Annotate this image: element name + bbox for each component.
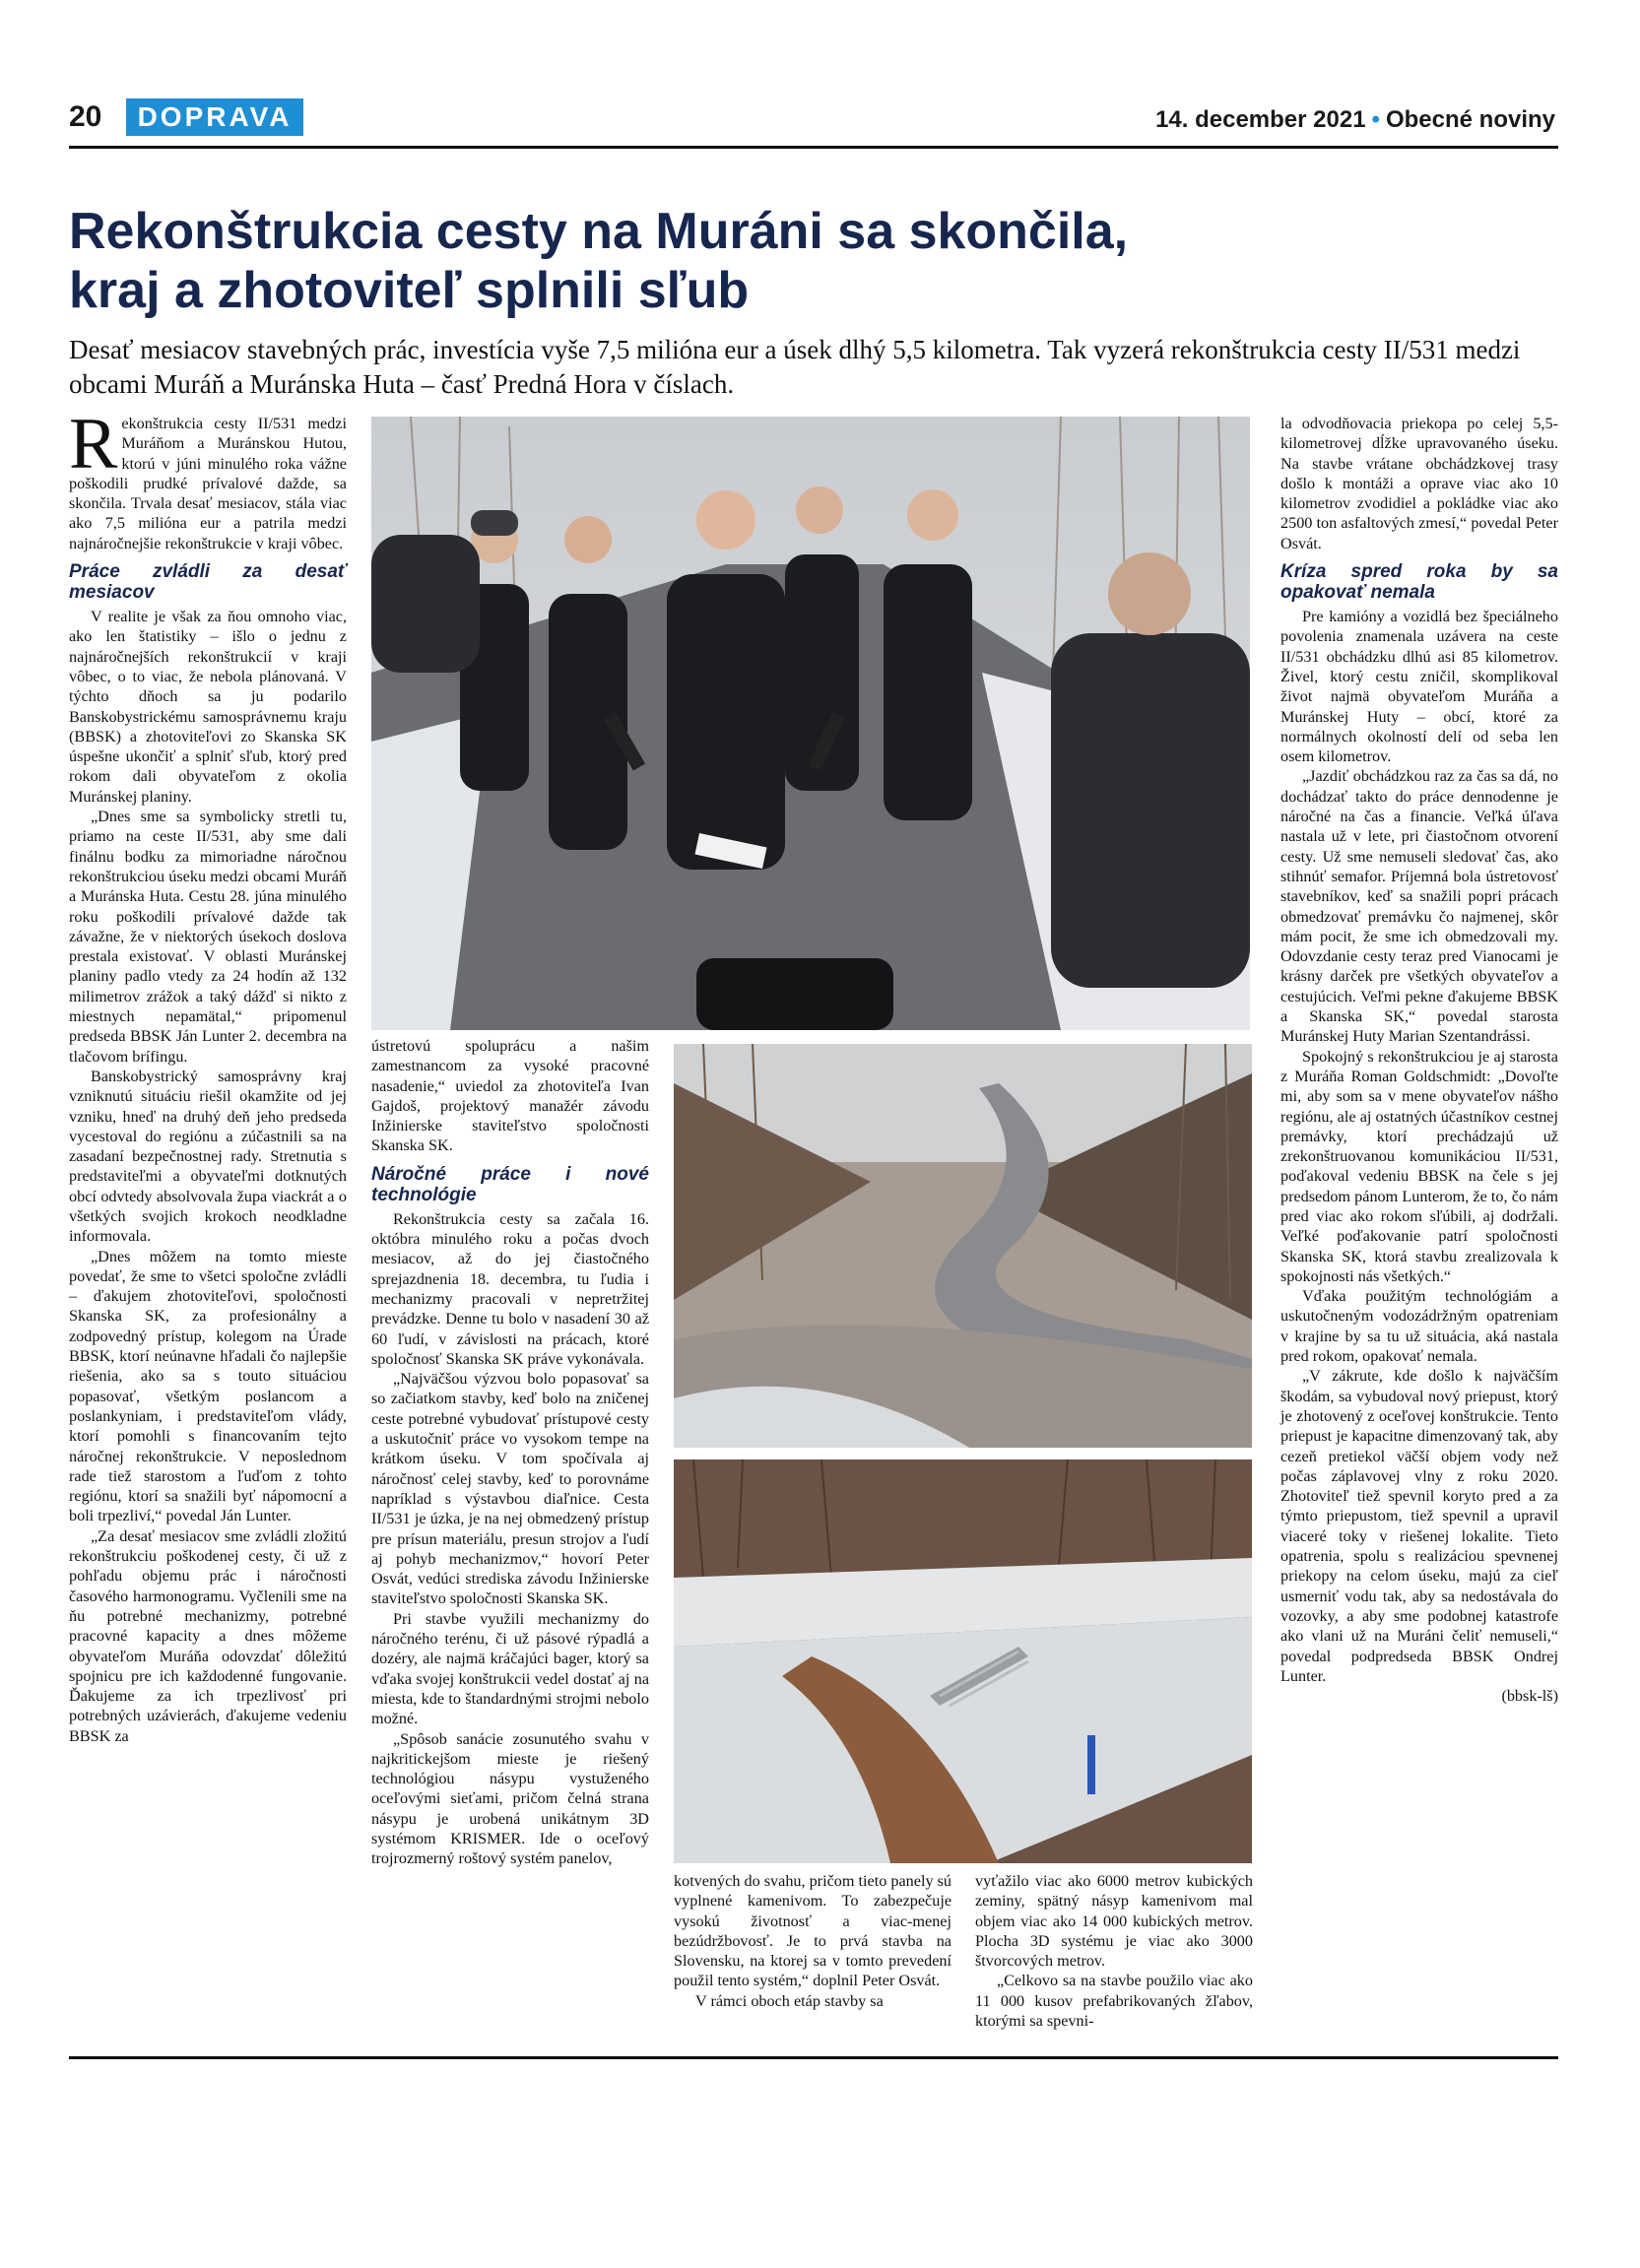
paragraph: Vďaka použitým technológiám a uskutočneným vodozádržným opatreniam v krajine by sa tu už situácia, aká nastala pred rokom, opakovať nemala. xyxy=(1280,1287,1558,1366)
photo-winding-road xyxy=(674,1044,1252,1448)
paragraph: „Za desať mesiacov sme zvládli zložitú rekonštrukciu poškodenej cesty, či už z pohľadu objemu prác i náročnosti časového harmonogramu. Vyčlenili sme na ňu potrebné mechanizmy, potrebné pracovné kapacity a dnes môžeme obyvateľom Muráňa odovzdať dôležitú spojnicu pre ich každodenné fungovanie. Ďakujeme za ich trpezlivosť pri potrebných uzávierách, ďakujeme vedeniu BBSK za xyxy=(69,1526,347,1745)
paragraph: Pre kamióny a vozidlá bez špeciálneho povolenia znamenala uzávera na ceste II/531 obchádzku dlhú asi 85 kilometrov. Živel, ktorý cestu zničil, skomplikoval život najmä obyvateľom Muráňa a Muránskej Huty – obcí, ktoré za normálnych okolností delí od seba len osem kilometrov. xyxy=(1280,608,1558,766)
separator-dot: • xyxy=(1371,106,1380,133)
paragraph: „Jazdiť obchádzkou raz za čas sa dá, no dochádzať takto do práce dennodenne je náročné na čas a financie. Veľká úľava nastala už v lete, pri čiastočnom otvorení cesty. Už sme nemuseli sledovať čas, ako stihnúť semafor. Príjemná bola ústretovosť stavebníkov, keď sa snažili popri prácach obmedzovať premávku čo najmenej, skôr mám pocit, že sme ich obmedzovali my. Odovzdanie cesty teraz pred Vianocami je krásny darček pre všetkých obyvateľov a cestujúcich. Veľmi pekne ďakujeme BBSK a Skanska SK,“ povedal starosta Muránskej Huty Marian Szentandrássi. xyxy=(1280,767,1558,1046)
column-4 xyxy=(975,1871,1253,2031)
paragraph: kotvených do svahu, pričom tieto panely sú vyplnené kamenivom. To zabezpečuje vysokú životnosť a viac-menej bezúdržbovosť. Je to prvá stavba na Slovensku, na ktorej sa v tomto prevedení použil tento systém,“ doplnil Peter Osvát. xyxy=(674,1872,951,1990)
page-number: 20 xyxy=(69,100,102,133)
photo-press-briefing xyxy=(371,417,1250,1030)
paragraph: V rámci oboch etáp stavby sa xyxy=(695,1991,884,2010)
paragraph: „Dnes môžem na tomto mieste povedať, že sme to všetci spoločne zvládli – ďakujem zhotoviteľovi, spoločnosti Skanska SK, za profesionálny a zodpovedný prístup, kolegom na Úrade BBSK, ktorí neúnavne hľadali čo najlepšie riešenia, ako sa s touto situáciou popasovať, všetkým poslancom a poslankyniam, i predstaviteľom vlády, ktorí pomohli s financovaním tejto náročnej rekonštrukcie. V neposlednom rade tiež starostom a ľuďom z tohto regiónu, ktorí sa snažili byť nápomocní a boli trpezliví,“ povedal Ján Lunter. xyxy=(69,1247,347,1525)
paragraph: „V zákrute, kde došlo k najväčším škodám, sa vybudoval nový priepust, ktorý je zhotovený z oceľovej konštrukcie. Tento priepust je kapacitne dimenzovaný tak, aby cezeň pretiekol väčší objem vody než počas záplavovej vlny z roku 2020. Zhotoviteľ tiež spevnil koryto pred a za týmto priepustom, tiež spevnil a upravil viaceré toky v riešenej lokalite. Tieto opatrenia, spolu s realizáciou spevnenej priekopy na celom úseku, majú za cieľ usmerniť vodu tak, aby sa nedostávala do vozovky, a aby sme podobnej katastrofe ako vlani už na Muráni čeliť nemuseli,“ povedal podpredseda BBSK Ondrej Lunter. xyxy=(1280,1367,1558,1685)
photo-culvert xyxy=(674,1459,1252,1863)
paragraph: Pri stavbe využili mechanizmy do náročného terénu, či už pásové rýpadlá a dozéry, ale najmä kráčajúci bager, ktorý sa vďaka svojej konštrukcii vedel dostať aj na miesta, kde to štandardnými strojmi nebolo možné. xyxy=(371,1609,649,1728)
paragraph: vyťažilo viac ako 6000 metrov kubických zeminy, spätný násyp kamenivom mal objem viac ako 14 000 kubických metrov. Plocha 3D systému je viac ako 3000 štvorcových metrov. xyxy=(975,1872,1253,1971)
column-2 xyxy=(371,1036,649,1869)
title-line-1: Rekonštrukcia cesty na Muráni sa skončila, xyxy=(69,203,1129,260)
issue-info xyxy=(1155,106,1555,134)
paragraph: V realite je však za ňou omnoho viac, ako len štatistiky – išlo o jednu z najnáročnejších rekonštrukcií v kraji vôbec, o to viac, že nebola plánovaná. V týchto dňoch sa ju podarilo Banskobystrickému samosprávnemu kraju (BBSK) a zhotoviteľovi zo Skanska SK úspešne ukončiť a splniť sľub, ktorý pred rokom dali obyvateľom z okolia Muránskej planiny. xyxy=(69,608,347,806)
paragraph: „Celkovo sa na stavbe použilo viac ako 11 000 kusov prefabrikovaných žľabov, ktorými sa spevni- xyxy=(975,1972,1253,2031)
paragraph: la odvodňovacia priekopa po celej 5,5-kilometrovej dĺžke upravovaného úseku. Na stavbe vrátane obchádzkovej trasy došlo k montáži a oprave viac ako 10 kilometrov zvodidiel a pokládke viac ako 2500 ton asfaltových zmesí,“ povedal Peter Osvát. xyxy=(1280,415,1558,552)
subheading: Práce zvládli za desať mesiacov xyxy=(69,561,347,604)
column-1 xyxy=(69,404,347,1746)
paragraph: „Spôsob sanácie zosunutého svahu v najkritickejšom mieste je riešený technológiou násypu vystuženého oceľovými sieťami, pričom čelná strana násypu je urobená unikátnym 3D systémom KRISMER. Ide o oceľový trojrozmerný roštový systém panelov, xyxy=(371,1729,649,1868)
title-line-2: kraj a zhotoviteľ splnili sľub xyxy=(69,262,750,319)
section-tag: DOPRAVA xyxy=(126,98,303,136)
issue-date: 14. december 2021 xyxy=(1155,106,1366,133)
column-5 xyxy=(1280,414,1558,1706)
byline: (bbsk-lš) xyxy=(1501,1687,1558,1706)
subheading: Kríza spred roka by sa opakovať nemala xyxy=(1280,561,1558,604)
paragraph: Spokojný s rekonštrukciou je aj starosta z Muráňa Roman Goldschmidt: „Dovoľte mi, aby som sa v mene obyvateľov nášho regiónu, ale aj ostatných účastníkov cestnej premávky, ktorí prechádzajú už zrekonštruovanou komunikáciou II/531, poďakoval vedeniu BBSK na čele s jej predsedom pánom Lunterom, že to, čo nám pred viac ako rokom sľúbili, aj dodržali. Veľké poďakovanie patrí spoločnosti Skanska SK, ktorá stavbu zrealizovala k spokojnosti nás všetkých.“ xyxy=(1280,1047,1558,1285)
drop-cap: R xyxy=(69,404,118,485)
subheading: Náročné práce i nové technológie xyxy=(371,1163,649,1205)
header-rule xyxy=(69,146,1558,149)
paragraph: Banskobystrický samosprávny kraj vzniknutú situáciu riešil okamžite od jej vzniku, hneď na druhý deň jeho predseda vycestoval do regiónu a zúčastnili sa na zasadaní bezpečnostnej rady. Stretnutia s predstaviteľmi a obyvateľmi dotknutých obcí odvtedy absolvovala župa viackrát a o všetkých svojich krokoch neodkladne informovala. xyxy=(69,1067,347,1246)
paragraph: „Najväčšou výzvou bolo popasovať sa so začiatkom stavby, keď bolo na zničenej ceste potrebné vybudovať prístupové cesty a uskutočniť práce vo vysokom tempe na krátkom úseku. V tom spočívala aj náročnosť celej stavby, keď to porovnáme napríklad s výstavbou diaľnice. Cesta II/531 je úzka, je na nej obmedzený prístup pre prísun materiálu, presun strojov a ľudí aj pohyb mechanizmov,“ hovorí Peter Osvát, vedúci strediska závodu Inžinierske staviteľstvo spoločnosti Skanska SK. xyxy=(371,1370,649,1608)
publication-name: Obecné noviny xyxy=(1385,106,1555,133)
column-3 xyxy=(674,1871,951,2011)
paragraph: ústretovú spoluprácu a našim zamestnancom za vysoké pracovné nasadenie,“ uviedol za zhotoviteľa Ivan Gajdoš, projektový manažér závodu Inžinierske staviteľstvo spoločnosti Skanska SK. xyxy=(371,1037,649,1155)
footer-rule xyxy=(69,2056,1558,2059)
article-title xyxy=(69,202,1546,320)
paragraph: Rekonštrukcia cesty II/531 medzi Muráňom a Muránskou Hutou, ktorú v júni minulého roka vážne poškodili prudké prívalové dažde, sa skončila. Trvala desať mesiacov, stála viac ako 7,5 milióna eur a patrila medzi najnáročnejšie rekonštrukcie v kraji vôbec. xyxy=(69,404,347,552)
article-lead: Desať mesiacov stavebných prác, investícia vyše 7,5 milióna eur a úsek dlhý 5,5 kilometra. Tak vyzerá rekonštrukcia cesty II/531 medzi obcami Muráň a Muránska Huta – časť Predná Hora v číslach. xyxy=(69,335,1521,399)
paragraph: „Dnes sme sa symbolicky stretli tu, priamo na ceste II/531, aby sme dali finálnu bodku za mimoriadne náročnou rekonštrukciou úseku medzi obcami Muráň a Muránska Huta. Cestu 28. júna minulého roku poškodili prívalové dažde tak závažne, že v niektorých úsekoch doslova prestala existovať. V oblasti Muránskej planiny padlo vtedy za 24 hodín až 132 milimetrov zrážok a taký dážď si nikto z miestnych nepamätal,“ pripomenul predseda BBSK Ján Lunter 2. decembra na tlačovom brífingu. xyxy=(69,808,347,1066)
paragraph: Rekonštrukcia cesty sa začala 16. októbra minulého roku a počas dvoch mesiacov, až do jej čiastočného sprejazdnenia 18. decembra, tu ľudia i mechanizmy pracovali v nepretržitej prevádzke. Denne tu bolo v nasadení 30 až 60 ľudí, v závislosti na prácach, ktoré spoločnosť Skanska SK práve vykonávala. xyxy=(371,1209,649,1368)
